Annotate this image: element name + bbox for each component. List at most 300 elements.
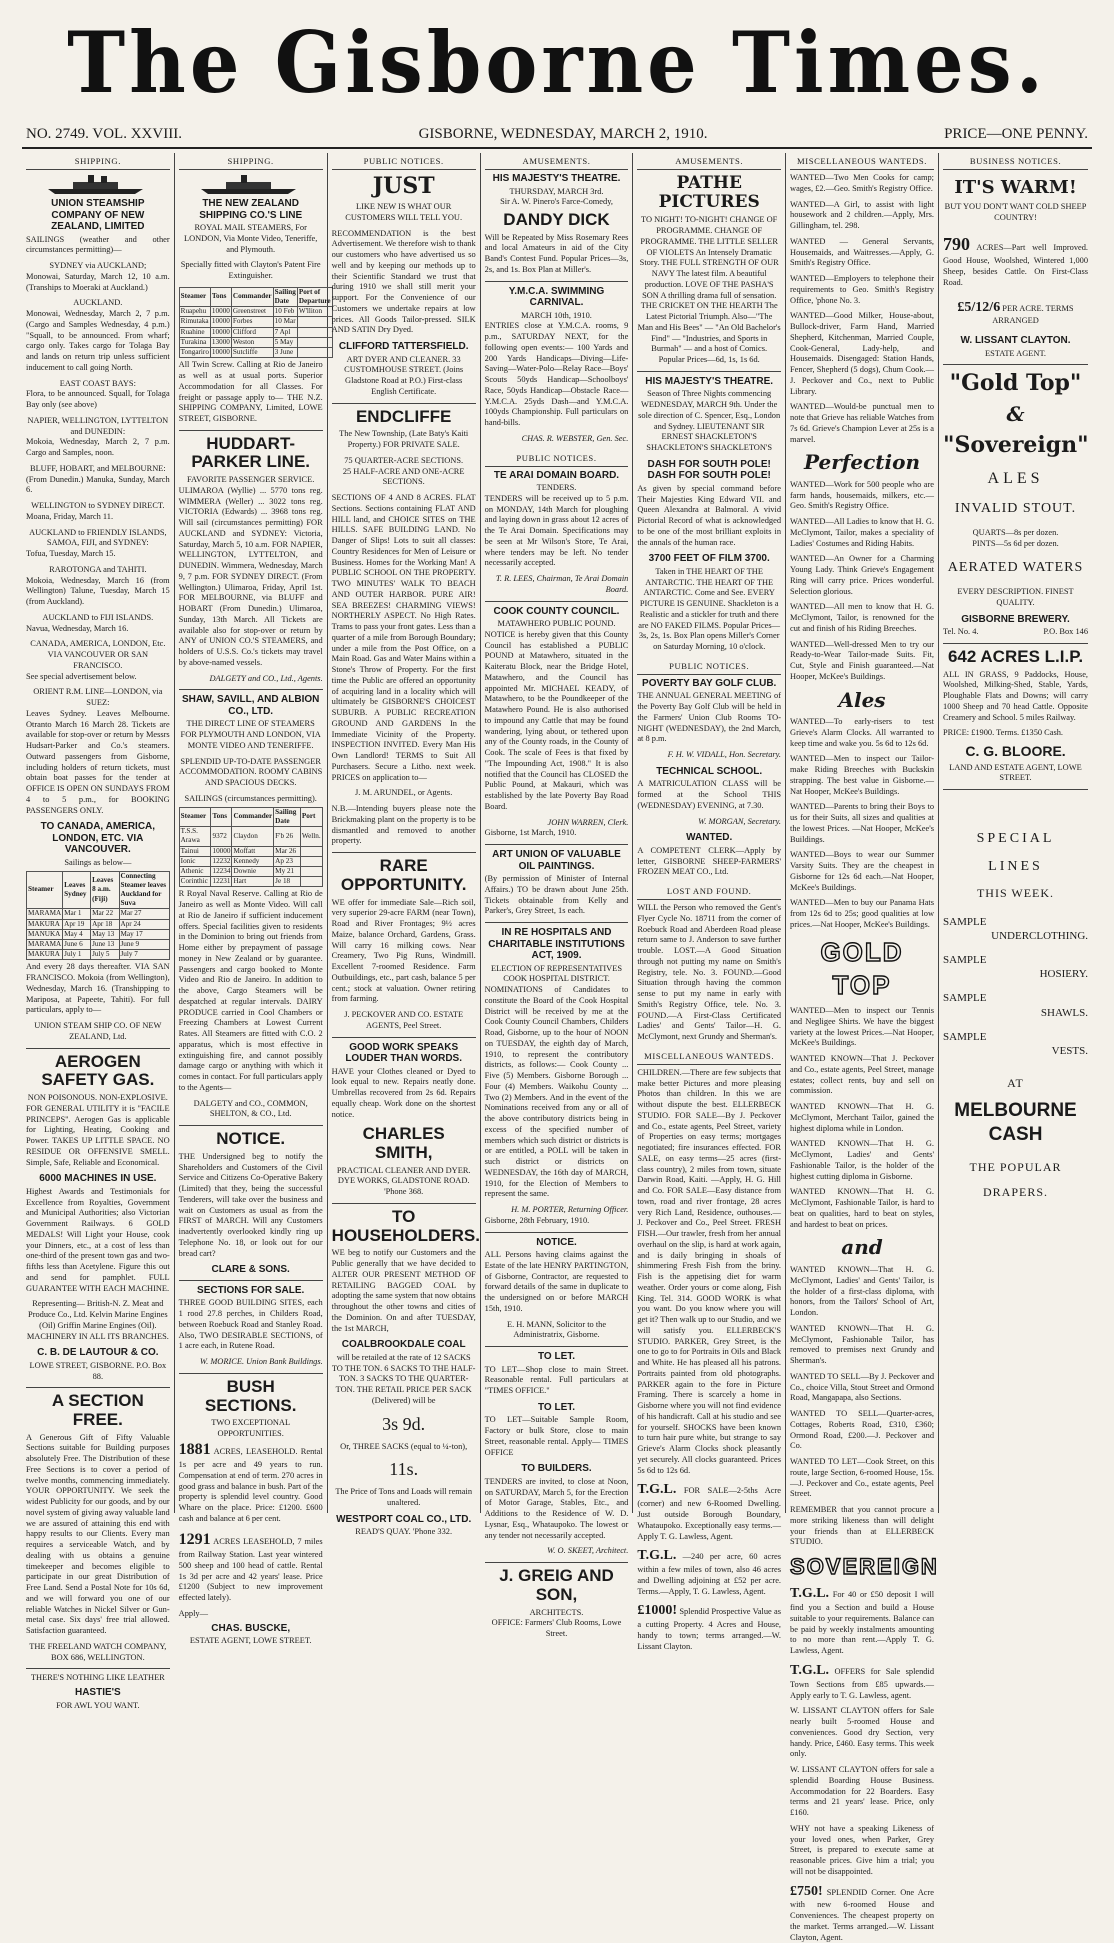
cell: T.S.S. Arawa [179, 827, 211, 846]
column-header: PUBLIC NOTICES. [332, 153, 476, 170]
route-head: AUCKLAND. [73, 298, 123, 308]
column-amusements-2 [633, 153, 786, 1651]
cell: Apr 19 [63, 919, 91, 929]
text: THREE GOOD BUILDING SITES, each 1 rood 27.8 perches, in Childers Road, between Roebuck Road and Stanley Road. Also, TWO DESIRABLE SECTIONS, of 1 acre each, in Rutene Road. [178, 1298, 323, 1351]
text: will be retailed at the rate of 12 SACKS TO THE TON. 6 SACKS TO THE HALF-TON. 3 SACKS TO THE QUARTER-TON. THE RETAIL PRICE PER SACK (Delivered) will be [331, 1352, 476, 1405]
text: AT [1007, 1075, 1024, 1090]
classified-item: WANTED — General Servants, Housemaids, and Waitresses.—Apply, G. Smith's Registry Office. [790, 236, 935, 268]
text: Season of Three Nights commencing WEDNESDAY, MARCH 9th. Under the sole direction of C. Spencer, Esq., London and Sydney. LIEUTENANT SIR ERNEST SHACKLETON'S SHACKLETON'S SHACKLETON'S [638, 389, 781, 453]
text: The New Township, (Late Baty's Kaiti Property.) FOR PRIVATE SALE. [339, 429, 469, 450]
text: Tel. No. 4. [943, 627, 979, 637]
cell: 12232 [212, 856, 231, 865]
text: Monowai, Saturday, March 12, 10 a.m. (Tranships to Moeraki at Auckland.) [26, 271, 170, 292]
ad-head: T.G.L. [790, 1586, 830, 1602]
cell: 12231 [212, 877, 231, 886]
text: ELECTION OF REPRESENTATIVES COOK HOSPITAL DISTRICT. [491, 963, 622, 984]
heading: NOTICE. [216, 1129, 286, 1149]
classified-item: WANTED KNOWN—That H. G. McClymont, Fashionable Tailor, has removed to premises next Grundy and Sherman's. [790, 1323, 935, 1366]
ad-head: T.G.L. [637, 1548, 677, 1564]
text: TO LET—Shop close to main Street. Reasonable rental. Full particulars at "TIMES OFFICE." [484, 1364, 629, 1396]
cell: Turakina [179, 337, 210, 347]
th: Leaves 8 a.m. (Fiji) [91, 871, 119, 909]
ornate-heading: Ales [838, 687, 886, 712]
signature: JOHN WARREN, Clerk. [547, 817, 629, 827]
cell: 12234 [212, 866, 231, 875]
signature: T. R. LEES, Chairman, Te Arai Domain Board. [495, 574, 629, 594]
text: Sailings as below— [64, 857, 132, 867]
cell: June 13 [91, 940, 119, 950]
tgl-ad [637, 1547, 781, 1597]
coal-price: 3s 9d. [382, 1413, 426, 1434]
text: Will be Repeated by Miss Rosemary Rees and local Amateurs in aid of the City Band's Contest Fund. Popular Prices—3s, 2s, and 1s. Box Plan at Miller's. [484, 232, 629, 274]
column-amusements-1 [481, 153, 634, 1639]
heading: AERATED WATERS [947, 560, 1084, 576]
cell [300, 877, 322, 887]
heading: THIS WEEK. [976, 885, 1055, 900]
text: FOR GENERAL UTILITY it is "FACILE PRINCEPS". Aerogen Gas is applicable for Lighting, Heating, Cooking and Power. TAKES UP LITTLE SPACE. NO RESIDUE OR OFFENSIVE SMELL. Simple, Safe, Reliable and Economical. [26, 1103, 170, 1167]
text: Flora, to be announced. Squall, for Tolaga Bay only (see above) [26, 389, 170, 409]
heading: C. B. DE LAUTOUR & CO. [37, 1347, 159, 1359]
cell: Ionic [179, 856, 211, 866]
text: WE beg to notify our Customers and the Public generally that we have decided to ALTER OUR PRESENT METHOD OF RETAILING BAGGED COAL by adopting the same system that now obtains throughout the other towns and cities of the Dominion. On and after TUESDAY, the 1st MARCH, [331, 1248, 476, 1333]
cell: 7 Apl [273, 327, 297, 337]
signature: J. PECKOVER AND CO. ESTATE AGENTS, Peel Street. [344, 1010, 464, 1030]
section-header: MISCELLANEOUS WANTEDS. [637, 1048, 781, 1065]
text: Apply— [178, 1608, 208, 1618]
heading: J. GREIG AND SON, [499, 1566, 614, 1604]
classified-item: WANTED—An Owner for a Charming Young Lady. Think Grieve's Engagement Ring will carry price. Prices wonderful. Selection glorious. [790, 554, 935, 596]
heading: Y.M.C.A. SWIMMING CARNIVAL. [508, 285, 605, 309]
section-free-head: A SECTION FREE. [51, 1391, 144, 1430]
text: MARCH 10th, 1910. [521, 310, 592, 320]
heading: ART UNION OF VALUABLE OIL PAINTINGS. [492, 849, 621, 872]
text: R Royal Naval Reserve. Calling at Rio de Janeiro as well as Monte Video. Will call at Rio de Janeiro if sufficient inducement offers. Special facilities given to residents in the Dominion to bring out friends from Home either by prepayment of passage money in New Zealand or by guarantee. Passengers and cargo booked to Monte Video and Rio de Janeiro. In addition to the above, Cargo Steamers will be despatched at regular intervals. DAIRY PRODUCE carried in Cool Chambers or Freezing Chambers at Lowest Current Rates. All Steamers are fitted with C.O. 2 apparatus, which is most effective in extinguishing fire, and cannot possibly damage cargo or anything with which it comes in contact. For full particulars apply to the Agents— [178, 889, 323, 1092]
classified-item: WANTED—Men to buy our Panama Hats from 12s 6d to 25s; good qualities at low prices.—Nat Hooper, McKee's Buildings. [790, 898, 935, 929]
shaw-table [179, 807, 323, 888]
text: WILL the Person who removed the Gent's Flyer Cycle No. 18711 from the corner of Roebuck Road and Aberdeen Road please return same to J. Anderson to save further trouble. LOST.—A Good Situation through not putting my name on Smith's Registry, tele. No. 3. FOUND.—Good Situation through having the common sense to put my name in early with Smith's Registry Office, tele. No. 3. FOUND.—A First-Class Certificated Ladies' and Gents' Tailor—H. G. McClymont, next Grundy and Sherman's. [637, 903, 782, 1042]
signature: THE FREELAND WATCH COMPANY, BOX 686, WELLINGTON. [29, 1641, 167, 1662]
text: The Price of Tons and Loads will remain unaltered. [335, 1487, 473, 1508]
heading: SHAW, SAVILL, AND ALBION CO., LTD. [181, 694, 320, 717]
text: WE offer for immediate Sale—Rich soil, very superior 29-acre FARM (near Town), Road and River Frontages; 9½ acres Maize, balance Orchard, Gardens, Grass. Will carry 16 milking cows. Near Creamery, Two Pig Runs, Windmill. Excellent 7-roomed Residence. Farm Outbuildings, etc., part cash, balance 5 per cent.; stock at valuation. Owner retiring from farming. [331, 897, 476, 1004]
text: THERE'S NOTHING LIKE LEATHER [30, 1673, 165, 1683]
text: A Generous Gift of Fifty Valuable Sections suitable for Building purposes absolutely Free. The Distribution of these Free Sections is to cover a period of twelve months, commencing immediately. YOUR OPPORTUNITY. We seek the widest Publicity for our goods, and by our novel system of giving away valuable land we are assured of attaining this end with happy results to our Clients. Every man requires a serviceable Watch, and by dealing with us obtains a genuine timekeeper and becomes eligible to participate in our great Distribution of Free Land. Send a Postal Note for 10s 6d, and we will forward you one of our reliable Watches in Nickel Silver or Gun-metal case. Six days' free trial allowed. Satisfaction guaranteed. [26, 1432, 170, 1636]
signature: W. MORGAN, Secretary. [698, 816, 782, 826]
table-row [179, 846, 322, 856]
cell: MARAMA [28, 909, 62, 918]
divider [943, 364, 1088, 365]
route-head: SYDNEY via AUCKLAND; [49, 261, 147, 270]
text: TO NIGHT! TO-NIGHT! CHANGE OF PROGRAMME. CHANGE OF PROGRAMME. THE LITTLE SELLER OF VIOLETS An Intensely Dramatic Story. THE FULL STRENGTH OF OUR NAVY The latest film. A beautiful production. LOVE OF THE PASHA'S SON A thrilling drama full of sensation. THE CRICKET ON THE HEARTH The Latest Pictorial Triumph. Also—"The Man and His Bees" — "An Old Bachelor's Find" — "Industries, and Sports in Burmah" — and a host of Comics. Popular Prices—6d, 1s, 1s 6d. [637, 215, 781, 365]
text: Moana, Friday, March 11. [26, 511, 114, 521]
cell: 10000 [211, 307, 230, 316]
cell: Corinthic [179, 877, 211, 887]
column-shipping-2 [175, 153, 331, 1646]
cell: 10000 [211, 327, 230, 336]
text: Or, THREE SACKS (equal to ¼-ton), [340, 1441, 468, 1451]
heading: ENDCLIFFE [355, 406, 452, 426]
th: Leaves Sydney [63, 871, 91, 909]
cell: F'b 26 [274, 827, 301, 846]
text: ESTATE AGENT. [984, 348, 1047, 358]
text: ACRES LEASEHOLD, 7 miles from Railway Station. Last year wintered 500 sheep and 100 head of cattle. Rental 1s 3d per acre and 42 years' lease. Price £1200 (Subject to new improvement effected lately). [178, 1536, 323, 1603]
cell: July 7 [119, 950, 169, 960]
th: Tons [211, 807, 232, 826]
text: DRAPERS. [983, 1185, 1049, 1200]
signature: W. O. SKEET, Architect. [547, 1546, 629, 1556]
divider [485, 1346, 629, 1347]
text: BUT YOU DON'T WANT COLD SHEEP COUNTRY! [944, 201, 1087, 222]
cell: Tainui [179, 846, 211, 856]
text: —240 per acre, 60 acres within a few miles of town, also 46 acres and Dwelling adjoining at £52 per acre. Terms.—Apply, T. G. Lawless, Agent. [637, 1552, 782, 1596]
divider [485, 281, 629, 282]
brewery-contact [943, 627, 1088, 638]
divider [943, 789, 1088, 790]
heading: CHARLES SMITH, [362, 1124, 445, 1162]
cell: Mar 27 [119, 909, 169, 919]
column-header: AMUSEMENTS. [485, 153, 629, 170]
classified-item: WANTED KNOWN—That H. G. McClymont, Merchant Tailor, gained the highest diploma while in London. [790, 1102, 935, 1133]
text: FOR AWL YOU WANT. [56, 1700, 140, 1710]
divider [26, 1387, 170, 1388]
table-row [179, 327, 332, 337]
acre-figure: 790 [943, 234, 971, 255]
heading: WESTPORT COAL CO., LTD. [336, 1513, 472, 1525]
cell: 10 Feb [273, 307, 297, 317]
column-header: SHIPPING. [179, 153, 323, 170]
cell: May 13 [91, 929, 119, 939]
signature: CHAS. R. WEBSTER, Gen. Sec. [521, 433, 629, 443]
sailings-table [26, 871, 170, 961]
classified-item: WANTED—Boys to wear our Summer Varsity Suits. They are the cheapest in Gisborne for 12s 6d each.—Nat Hooper, McKee's Buildings. [790, 850, 935, 892]
heading: IN RE HOSPITALS AND CHARITABLE INSTITUTIONS ACT, 1909. [488, 927, 625, 962]
text: PER ACRE. TERMS ARRANGED [992, 303, 1074, 326]
heading: 6000 MACHINES IN USE. [39, 1173, 157, 1185]
cell: July 5 [91, 950, 119, 960]
heading: WANTED. [686, 832, 733, 844]
steamship-icon [186, 173, 316, 195]
column-header: BUSINESS NOTICES. [943, 153, 1088, 170]
divider [332, 1037, 476, 1038]
text: PINTS—5s 6d per dozen. [972, 538, 1059, 548]
text: EVERY DESCRIPTION. FINEST QUALITY. [957, 587, 1074, 607]
acre-offer [943, 233, 1088, 288]
heading: HIS MAJESTY'S THEATRE. [492, 173, 621, 184]
text: 25 HALF-ACRE AND ONE-ACRE SECTIONS. [342, 466, 465, 487]
heading: CASH [988, 1124, 1043, 1146]
heading: GOOD WORK SPEAKS LOUDER THAN WORDS. [345, 1041, 462, 1064]
price: PRICE—ONE PENNY. [944, 126, 1088, 142]
heading: MELBOURNE [954, 1100, 1077, 1122]
cell: May 17 [119, 929, 169, 939]
heading: SPECIAL [976, 831, 1055, 846]
heading: C. G. BLOORE. [965, 743, 1066, 760]
heading: COOK COUNTY COUNCIL. [493, 605, 620, 617]
text: TWO EXCEPTIONAL OPPORTUNITIES. [211, 1418, 291, 1438]
table-row [179, 827, 322, 846]
heading: NOTICE. [536, 1236, 577, 1248]
column-misc-wanteds [786, 153, 939, 1942]
tgl-ad [637, 1481, 781, 1542]
heading: THE NEW ZEALAND SHIPPING CO.'S LINE [199, 198, 303, 221]
ad-head: T.G.L. [790, 1662, 830, 1678]
text: FAVORITE PASSENGER SERVICE. [186, 475, 315, 485]
table-header-row [179, 807, 322, 826]
heading: PATHE PICTURES [658, 173, 760, 212]
text: SAMPLE [943, 992, 987, 1005]
cell: Mar 26 [274, 846, 301, 856]
text: TO LET—Suitable Sample Room, Factory or bulk Store, close to main Street, reasonable rental. Apply— TIMES OFFICE [484, 1415, 629, 1457]
classified-item: WANTED KNOWN—That H. G. McClymont, Fashionable Tailor, is hard to beat on qualities, hard to beat on styles, and hardest to beat on prices. [790, 1187, 935, 1229]
text: Tofua, Tuesday, March 15. [26, 549, 116, 558]
divider [485, 922, 629, 923]
heading: RARE OPPORTUNITY. [340, 856, 467, 894]
classified-item: WANTED—Parents to bring their Boys to us for their Suits, all sizes and qualities at the lowest Prices. —Nat Hooper, McKee's Buildings. [790, 802, 935, 844]
text: MATAWHERO PUBLIC POUND. [497, 619, 616, 629]
route-head: BLUFF, HOBART, and MELBOURNE: [29, 463, 166, 473]
heading: 642 ACRES L.I.P. [947, 646, 1084, 666]
cell: MAKURA [27, 950, 63, 960]
cell: Apr 24 [119, 919, 169, 929]
cell: Ap 23 [274, 856, 301, 866]
cell: Moffatt [232, 846, 274, 856]
heading: CLIFFORD TATTERSFIELD. [338, 341, 469, 353]
cell: June 6 [63, 940, 91, 950]
classified-item: WANTED—To early-risers to test Grieve's Alarm Clocks. All warranted to keep time and wake you. 5s 6d to 12s 6d. [790, 717, 935, 748]
classified-item: W. LISSANT CLAYTON offers for Sale nearly built 5-roomed House and conveniences. Good dry Section, very handy. Price, £460. Easy terms. This week only. [790, 1706, 935, 1759]
cell: Greenstreet [231, 307, 273, 317]
cell: Weston [231, 337, 273, 347]
heading: INVALID STOUT. [954, 500, 1077, 516]
classified-item: WANTED—Good Milker, House-about, Bullock-driver, Farm Hand, Married Shepherd, Kitchenman, Married Couple, Cook-General, Lady-help, and Housemaids. Disengaged: Station Hands, Fencer, Shepherd (5 dogs), Chum Cook.—J. Peckover and Co., next to Public Library. [790, 311, 935, 396]
tgl-ad [790, 1585, 934, 1657]
text: READ'S QUAY. 'Phone 332. [355, 1527, 453, 1537]
heading: W. LISSANT CLAYTON. [960, 335, 1071, 347]
classified-item: WANTED—All men to know that H. G. McClymont, Tailor, is renowned for the cut and finish of his Riding Breeches. [790, 602, 935, 633]
column-shipping-1 [22, 153, 175, 1710]
heading: CHAS. BUSCKE, [211, 1622, 291, 1634]
text: Navua, Wednesday, March 16. [26, 623, 129, 633]
route-head: CANADA, AMERICA, LONDON, Etc. VIA VANCOUVER OR SAN FRANCISCO. [30, 639, 166, 670]
issue-number: NO. 2749. VOL. XXVIII. [26, 126, 182, 142]
cell: 10000 [211, 317, 230, 326]
heading: IT'S WARM! [954, 177, 1077, 198]
table-header-row [27, 871, 170, 909]
th: Tons [210, 287, 231, 306]
section-header: LOST AND FOUND. [637, 883, 781, 900]
text: SHAWLS. [1040, 1006, 1089, 1019]
heading: SECTIONS FOR SALE. [197, 1284, 305, 1296]
section-header: PUBLIC NOTICES. [485, 450, 629, 467]
classified-item: WANTED TO LET—Cook Street, on this route, large Section, 6-roomed House, 15s.—J. Peckover and Co., estate agents, Peel Street. [790, 1457, 935, 1499]
th: Sailing Date [274, 807, 301, 826]
text: Sir A. W. Pinero's Farce-Comedy, [500, 197, 613, 207]
heading: COALBROOKDALE COAL [341, 1339, 466, 1351]
classified-item: WANTED—A Girl, to assist with light housework and 2 children.—Apply, Mrs. Gillingham, tel. 298. [790, 199, 935, 230]
divider [26, 1048, 170, 1049]
th: Port [300, 807, 322, 826]
heading: DANDY DICK [503, 210, 610, 229]
text: ACRES—Part well Improved. Good House, Woolshed, Wintered 1,000 Sheep, besides Cattle. On First-Class Road. [943, 243, 1089, 287]
text: N.B.—Intending buyers please note the Brickmaking plant on the property is to be dismantled and removed to another property. [331, 804, 476, 846]
cell: 10000 [212, 846, 231, 855]
bush-offer-1 [179, 1440, 323, 1525]
classified-item: WANTED TO SELL—By J. Peckover and Co., choice Villa, Stout Street and Ormond Road, Mangapapa, also Sections. [790, 1371, 935, 1403]
classified-item: WANTED KNOWN—That J. Peckover and Co., estate agents, Peel Street, manage estates; collect rents, buy and sell on commission. [790, 1054, 935, 1096]
ad-head: £750! [790, 1883, 823, 1899]
cell: Kennedy [232, 856, 274, 866]
heading: TO HOUSEHOLDERS. [331, 1206, 480, 1245]
th: Commander [231, 287, 273, 306]
cell [300, 866, 322, 876]
place-date: GISBORNE, WEDNESDAY, MARCH 2, 1910. [418, 126, 708, 142]
table-row [179, 856, 322, 866]
text: OFFICE: Farmers' Club Rooms, Lowe Street. [491, 1618, 622, 1639]
table-row [179, 337, 332, 347]
ampersand: & [1006, 401, 1025, 426]
tgl-ad [790, 1883, 934, 1943]
text: See special advertisement below. [26, 671, 137, 681]
cell: Downie [232, 866, 274, 876]
text: HOSIERY. [1039, 968, 1089, 981]
divider [485, 601, 629, 602]
dateline [22, 118, 1092, 149]
text: THE ANNUAL GENERAL MEETING of the Poverty Bay Golf Club will be held in the Farmers' Union Club Rooms TO-NIGHT (WEDNESDAY), the 2nd March, at 8 p.m. [637, 691, 782, 744]
ad-head: T.G.L. [637, 1482, 677, 1498]
text: LOWE STREET, GISBORNE. P.O. Box 88. [29, 1360, 167, 1381]
cell: Athenic [179, 866, 211, 876]
bush-offer-2 [179, 1530, 323, 1604]
cell: My 21 [274, 866, 301, 876]
text: LIKE NEW IS WHAT OUR CUSTOMERS WILL TELL YOU. [345, 202, 463, 222]
text: CHILDREN.—There are few subjects that make better Pictures and more pleasing Photos than children. In this we are without dispute the best. ELLERBECK STUDIO. FOR SALE—By J. Peckover and Co., estate agents, Peel Street, variety of Properties on easy terms; mortgages negotiated; fire insurances effected. FOR SALE, on easy terms—25 acres (first-class country), 2 miles from town, situate Darwin Road, Kaiti. —Apply, H. G. Hill and Co. FOR SALE—Easy distance from town, road and river frontage, 28 acres very Rich Land, Residence, outhouses.—J. Peckover and Co., Peel Street. FRESH FISH.—Our trawler, fresh from her annual overhaul on the slip, is hard at work again, and is daily bringing in shoals of shimmering Fresh Fish from the briny. Fish is the appetising diet for warm weather. Order yours or come along, Fish King. Tel. 314. GOOD WORK is what you want. Do you know where you will get it? Then walk up to our Studio, and we will satisfy you. ELLERBECK'S STUDIO. PARKER, Grey Street, is the one to go to for Portraits in Oils and Black and White. He has pleased all his patrons. Portraits painted from old photographs. PARKER again to the fore in Picture Framing. There is scarcely a home in Gisborne where you will not find evidence of his handicraft. Call at his studio and see for yourself. SHOCKS have been known to turn hair pure white, but strange to say Grieve's Alarm Clocks shock pleasantly yet securely. All clocks guaranteed. Prices 5s 6d to 12s 6d. [637, 1067, 782, 1475]
th: Sailing Date [274, 287, 296, 305]
ornate-heading: "Sovereign" [943, 432, 1089, 459]
column-public-notices [328, 153, 481, 1537]
cell: Forbes [231, 317, 273, 327]
text: SPLENDID Corner. One Acre with new 6-roomed House and Conveniences. The cheapest property on the market. Terms arranged.—W. Lissant Clayton, Agent. [790, 1887, 935, 1942]
divider [943, 643, 1088, 644]
columns [22, 153, 1092, 1942]
signature: DALGETY and CO., COMMON, SHELTON, & CO., Ltd. [193, 1098, 308, 1119]
classified-item: WANTED KNOWN—That H. G. McClymont, Ladies' and Gents' Fashionable Tailor, is the holder of the highest cutting diploma in Gisborne. [790, 1139, 935, 1181]
cell: MAKURA [27, 919, 63, 929]
route-head: WELLINGTON to SYDNEY DIRECT. [31, 501, 165, 510]
outline-heading: GOLD TOP [820, 936, 904, 1000]
text: OFFERS for Sale splendid Town Sections from £85 upwards.—Apply early to T. G. Lawless, agent. [790, 1666, 935, 1700]
text: RECOMMENDATION is the best Advertisement. We therefore wish to thank our customers who have advertised us so well and by keeping our methods up to their Scientific Standard we trust that during 1910 we shall still merit your support. For the Convenience of our Customers we undertake repairs at low prices. All Goods Tailor-pressed. SILK AND SATIN Dry Dyed. [331, 228, 476, 335]
route-head: RAROTONGA and TAHITI. [49, 564, 147, 574]
th: Commander [232, 807, 274, 826]
heading: GISBORNE BREWERY. [961, 613, 1070, 625]
divider [26, 1668, 170, 1669]
divider [485, 1232, 629, 1233]
cell: 9372 [211, 827, 232, 846]
cell: 10000 [211, 348, 230, 357]
th: Port of Departure [298, 287, 331, 305]
heading: HIS MAJESTY'S THEATRE. [645, 375, 774, 387]
table-row [27, 929, 170, 939]
text: SPLENDID UP-TO-DATE PASSENGER ACCOMMODATION. ROOMY CABINS AND SPACIOUS DECKS. [179, 756, 323, 788]
text: ALL Persons having claims against the Estate of the late HENRY PARTINGTON, of Gisborne, Contractor, are requested to forward details of the same in duplicate to the undersigned on or before MARCH 15th, 1910. [484, 1250, 629, 1313]
heading: JUST [372, 173, 435, 199]
signature: F. H. W. VIDALL, Hon. Secretary. [667, 750, 782, 760]
text: SAILINGS (weather and other circumstances permitting)— [26, 234, 170, 255]
text: ESTATE AGENT, LOWE STREET. [189, 1636, 312, 1646]
text: TENDERS will be received up to 5 p.m. on MONDAY, 14th March for ploughing and laying down in grass about 12 acres of the Te Arai Domain. Specifications may be seen at Mr Wilson's Store, Te Arai, where tenders may be left. No tender necessarily accepted. [484, 493, 629, 568]
cell: Rimutaka [180, 317, 209, 326]
heading: HUDDART-PARKER LINE. [191, 433, 311, 472]
cell: 3 June [273, 348, 297, 358]
text: NOTICE is hereby given that this County Council has established a PUBLIC POUND at Matawhero, situated in the Kaiteratu Block, near the Bridge Hotel, Matawhero, and the Council has appointed Mr. MICHAEL KEADY, of Matawhero, to be the Poundkeeper of the Matawhero Pound. He is also authorised to impound any Cattle that may be found wandering, lying about, or tethered upon any of the County roads, in the County of Cook. The scale of Fees is that fixed by "The Impounding Act, 1908." It is also notified that the Council has CLOSED the Public Pound, at Makauri, which was established by the late Poverty Bay Road Board. [484, 629, 629, 811]
masthead [22, 10, 1092, 118]
column-business-notices [939, 153, 1092, 1513]
text: SAMPLE [943, 954, 987, 967]
route-head: ORIENT R.M. LINE—LONDON, via SUEZ: [33, 687, 163, 707]
cell: MARAMA [28, 940, 62, 949]
text: A COMPETENT CLERK—Apply by letter, GISBORNE SHEEP-FARMERS' FROZEN MEAT CO., Ltd. [637, 845, 782, 877]
cell: Clifford [231, 327, 273, 337]
text: THE DIRECT LINE OF STEAMERS FOR PLYMOUTH AND LONDON, VIA MONTE VIDEO AND TENERIFFE. [180, 719, 321, 750]
table-row [179, 866, 322, 876]
classified-item: WANTED KNOWN—That H. G. McClymont, Ladies' and Gents' Tailor, is the holder of a first-class diploma, with honors, from the Tailors' School of Art, London. [790, 1265, 935, 1318]
divider [332, 1203, 476, 1204]
cell: Apr 18 [91, 919, 119, 929]
route-head: AUCKLAND to FIJI ISLANDS. [42, 612, 154, 622]
divider [332, 403, 476, 404]
cell: Ruahine [179, 327, 210, 337]
cell: 13000 [211, 337, 230, 346]
price-figure: £5/12/6 [957, 299, 1001, 315]
steamship-icon [33, 173, 162, 195]
aerogen-head: AEROGEN SAFETY GAS. [41, 1051, 155, 1090]
column-header: MISCELLANEOUS WANTEDS. [790, 153, 934, 170]
classified-item: WANTED—Two Men Cooks for camp; wages, £2.—Geo. Smith's Registry Office. [790, 173, 935, 193]
divider [637, 371, 781, 372]
outline-heading: SOVEREIGN [790, 1554, 939, 1580]
text: ROYAL MAIL STEAMERS, For LONDON, Via Monte Video, Teneriffe, and Plymouth. [183, 223, 318, 254]
cell: Welln. [300, 827, 322, 846]
ad-head: £1000! [637, 1603, 678, 1619]
text: PRACTICAL CLEANER AND DYER. DYE WORKS, GLADSTONE ROAD. 'Phone 368. [336, 1165, 471, 1197]
table-row [27, 919, 170, 929]
price-offer [943, 299, 1088, 328]
ornate-heading: "Gold Top" [949, 370, 1082, 397]
text: ENTRIES close at Y.M.C.A. rooms, 9 p.m., SATURDAY NEXT, for the following open events:— 100 Yards and 200 Yards Handicaps—Diving—Life-Saving—Water-Polo—Relay Race—Boys' Scouts 50yds Handicap—Schoolboys' Race, 50yds Handicap—Obstacle Race—Y.M.C.A. 25yds Dash—and Y.M.C.A. 100yds Championship. Full particulars on hand-bills. [484, 321, 629, 428]
tgl-ad [790, 1662, 934, 1701]
signature: E. H. MANN, Solicitor to the Administratrix, Gisborne. [506, 1319, 607, 1340]
classified-item: WANTED—Men to inspect our Tennis and Negligee Shirts. We have the biggest variety at the lowest Prices.—Nat Hooper, McKee's Buildings. [790, 1006, 935, 1048]
text: Mokoia, Wednesday, March 2, 7 p.m. Cargo and Samples, noon. [26, 437, 170, 457]
th: Connecting Steamer leaves Auckland for Suva [119, 871, 169, 909]
divider [485, 844, 629, 845]
text: Monowai, Wednesday, March 2, 7 p.m. (Cargo and Samples Wednesday, 4 p.m.) "Squall, to be announced. From wharf; cargo only. Takes cargo for Tolaga Bay and lands on return trip unless sufficient inducement to call going North. [26, 309, 170, 372]
text: Leaves Sydney. Leaves Melbourne. Otranto March 16 March 28. Tickets are available for stop-over or return by Messrs Hudsart-Parker and Co.'s steamers. Outward passengers from Gisborne, including holders of return tickets, must obtain boat passes for the tender at OFFICE IS OPEN ON SUNDAYS FROM 4 to 5 p.m., for BOOKING PASSENGERS ONLY. [26, 708, 170, 815]
text: Highest Awards and Testimonials for Excellence from Royalties, Government and Municipal Authorities; also Victorian Government Railways. 6 GOLD MEDALS! Will Light your House, cook your Dinners, etc., at a cost of less than one-third of the present town gas and two-fifths less than Acetylene. Figure this out and send for pamphlet. FULL GUARANTEE WITH EACH MACHINE. [26, 1186, 170, 1293]
th: Steamer [179, 287, 210, 306]
text: HAVE your Clothes cleaned or Dyed to look equal to new. Repairs neatly done. Umbrellas recovered from 2s 6d. Repairs equally cheap. Work done on the shortest notice. [331, 1066, 476, 1119]
table-row [179, 877, 322, 887]
cell: June 9 [119, 940, 169, 950]
text: As given by special command before Their Majesties King Edward VII. and Queen Alexandra at Balmoral. A vivid Pictorial Record of what is acknowledged to be one of the most brilliant exploits in the annals of the human race. [637, 483, 782, 547]
classified-item: WANTED—Work for 500 people who are farm hands, housemaids, milkers, etc.—Geo. Smith's Registry Office. [790, 479, 935, 511]
classified-item: WANTED—Would-be punctual men to note that Grieve has reliable Watches from 7s 6d. Grieve's Champion Lever at 25s is a marvel. [790, 402, 935, 444]
text: LAND AND ESTATE AGENT, LOWE STREET. [949, 762, 1082, 783]
text: Gisborne, 1st March, 1910. [484, 828, 577, 838]
classified-item: WANTED—Men to inspect our Tailor-make Riding Breeches with Buckskin strapping. The best value in Gisborne.—Nat Hooper, McKee's Buildings. [790, 754, 935, 796]
divider [332, 852, 476, 853]
th: Steamer [179, 807, 211, 826]
